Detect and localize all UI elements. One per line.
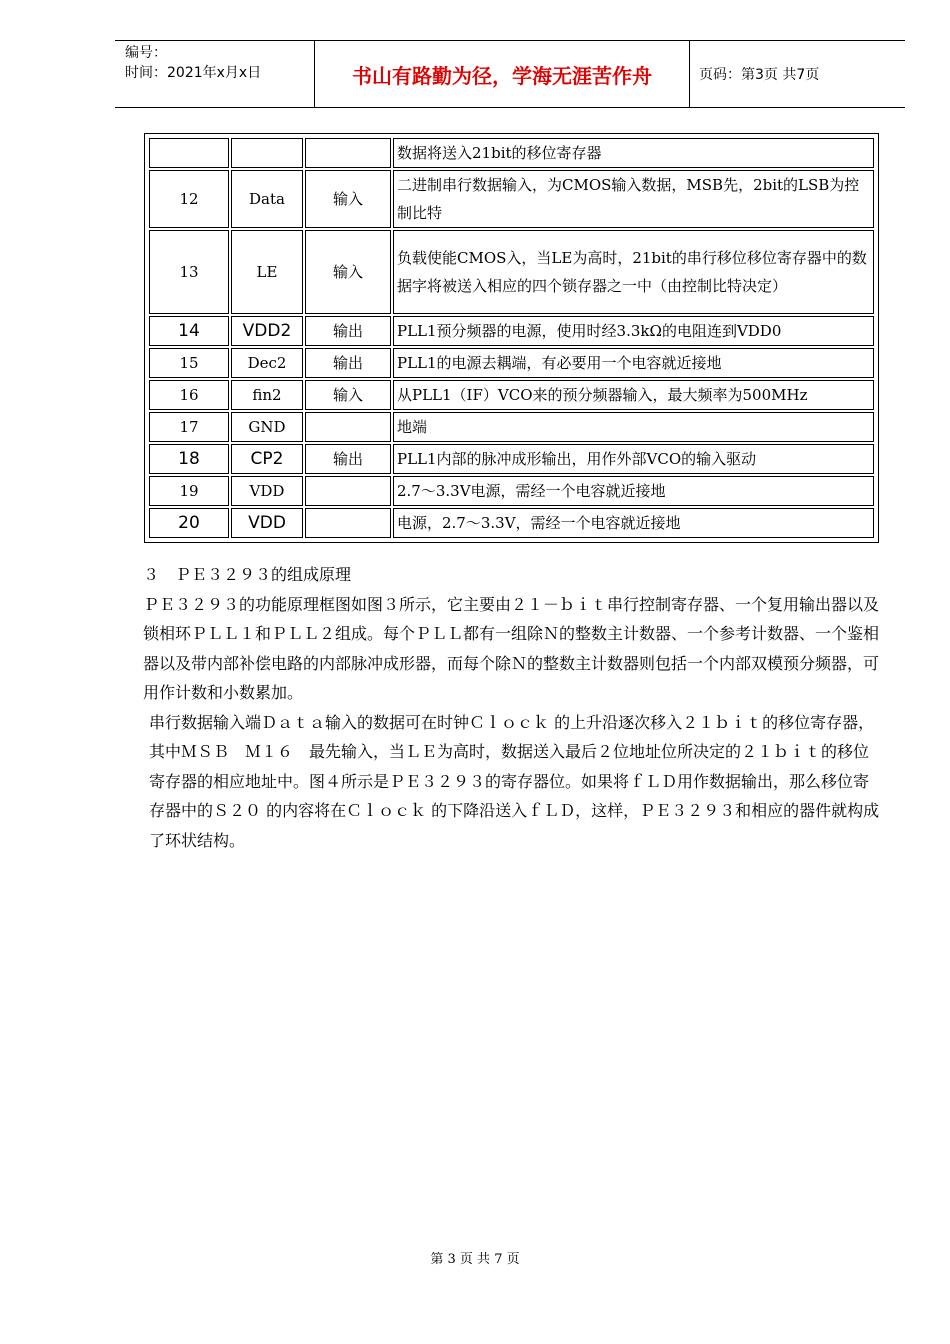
pin-number-cell: 12 (149, 170, 229, 228)
pin-desc-cell: 2.7～3.3V电源，需经一个电容就近接地 (393, 476, 874, 506)
pin-name-cell (231, 138, 303, 168)
pin-desc-cell: PLL1预分频器的电源，使用时经3.3kΩ的电阻连到VDD0 (393, 316, 874, 346)
pin-desc-cell: 负载使能CMOS入，当LE为高时，21bit的串行移位移位寄存器中的数据字将被送入相应的四个锁存器之一中（由控制比特决定） (393, 230, 874, 314)
pin-name-cell: Data (231, 170, 303, 228)
pin-type-cell: 输出 (305, 444, 391, 474)
table-row (149, 348, 874, 378)
table-row (149, 170, 874, 228)
header-motto: 书山有路勤为径，学海无涯苦作舟 (315, 41, 690, 107)
pin-type-cell (305, 508, 391, 538)
pin-name-cell: GND (231, 412, 303, 442)
page-footer: 第 3 页 共 7 页 (430, 1252, 520, 1267)
page-header (115, 40, 905, 108)
paragraph-2: 串行数据输入端Ｄａｔａ输入的数据可在时钟Ｃｌｏｃｋ 的上升沿逐次移入２１ｂｉｔ的移位寄存器，其中ＭＳＢ Ｍ１６ 最先输入，当ＬＥ为高时，数据送入最后２位地址位所决定的２１ｂｉｔ的移位寄存器的相应地址中。图４所示是ＰＥ３２９３的寄存器位。如果将ｆＬＤ用作数据输出，那么移位寄存器中的Ｓ２０ 的内容将在Ｃｌｏｃｋ 的下降沿送入ｆＬＤ，这样，ＰＥ３２９３和相应的器件就构成了环状结构。 (149, 712, 880, 850)
pin-number-cell: 19 (149, 476, 229, 506)
table-row (149, 138, 874, 168)
pin-number-cell: 15 (149, 348, 229, 378)
table-row (149, 380, 874, 410)
pin-name-cell: VDD (231, 508, 303, 538)
table-row (149, 230, 874, 314)
header-info (115, 41, 315, 107)
pin-number-cell: 16 (149, 380, 229, 410)
pin-number-cell: 17 (149, 412, 229, 442)
pin-number-cell: 13 (149, 230, 229, 314)
pin-number-cell: 20 (149, 508, 229, 538)
table-row (149, 412, 874, 442)
pin-type-cell: 输出 (305, 348, 391, 378)
time-label: 时间：2021年x月x日 (125, 65, 262, 81)
section-heading: ３ ＰＥ３２９３的组成原理 (143, 565, 352, 584)
pin-number-cell: 14 (149, 316, 229, 346)
pin-desc-cell: PLL1的电源去耦端，有必要用一个电容就近接地 (393, 348, 874, 378)
pin-name-cell: CP2 (231, 444, 303, 474)
pin-name-cell: VDD (231, 476, 303, 506)
table-row (149, 508, 874, 538)
pin-number-cell: 18 (149, 444, 229, 474)
pin-table (144, 133, 879, 543)
pin-type-cell: 输入 (305, 380, 391, 410)
body-text (143, 560, 883, 855)
table-row (149, 444, 874, 474)
pin-type-cell (305, 476, 391, 506)
pin-type-cell (305, 412, 391, 442)
pin-type-cell: 输入 (305, 230, 391, 314)
pin-type-cell: 输出 (305, 316, 391, 346)
header-page-label: 页码：第3页 共7页 (699, 67, 820, 83)
serial-label: 编号： (125, 45, 167, 61)
pin-desc-cell: PLL1内部的脉冲成形输出，用作外部VCO的输入驱动 (393, 444, 874, 474)
pin-desc-cell: 二进制串行数据输入，为CMOS输入数据，MSB先，2bit的LSB为控制比特 (393, 170, 874, 228)
pin-name-cell: Dec2 (231, 348, 303, 378)
pin-type-cell: 输入 (305, 170, 391, 228)
pin-desc-cell: 从PLL1（IF）VCO来的预分频器输入，最大频率为500MHz (393, 380, 874, 410)
pin-desc-cell: 地端 (393, 412, 874, 442)
pin-name-cell: VDD2 (231, 316, 303, 346)
pin-type-cell (305, 138, 391, 168)
pin-number-cell (149, 138, 229, 168)
table-row (149, 476, 874, 506)
pin-desc-cell: 数据将送入21bit的移位寄存器 (393, 138, 874, 168)
table-row (149, 316, 874, 346)
paragraph-1: ＰＥ３２９３的功能原理框图如图３所示，它主要由２１－ｂｉｔ串行控制寄存器、一个复用输出器以及锁相环ＰＬＬ１和ＰＬＬ２组成。每个ＰＬＬ都有一组除Ｎ的整数主计数器、一个参考计数器、一个鉴相器以及带内部补偿电路的内部脉冲成形器，而每个除Ｎ的整数主计数器则包括一个内部双模预分频器，可用作计数和小数累加。 (143, 594, 880, 702)
pin-name-cell: fin2 (231, 380, 303, 410)
pin-name-cell: LE (231, 230, 303, 314)
pin-desc-cell: 电源，2.7～3.3V，需经一个电容就近接地 (393, 508, 874, 538)
